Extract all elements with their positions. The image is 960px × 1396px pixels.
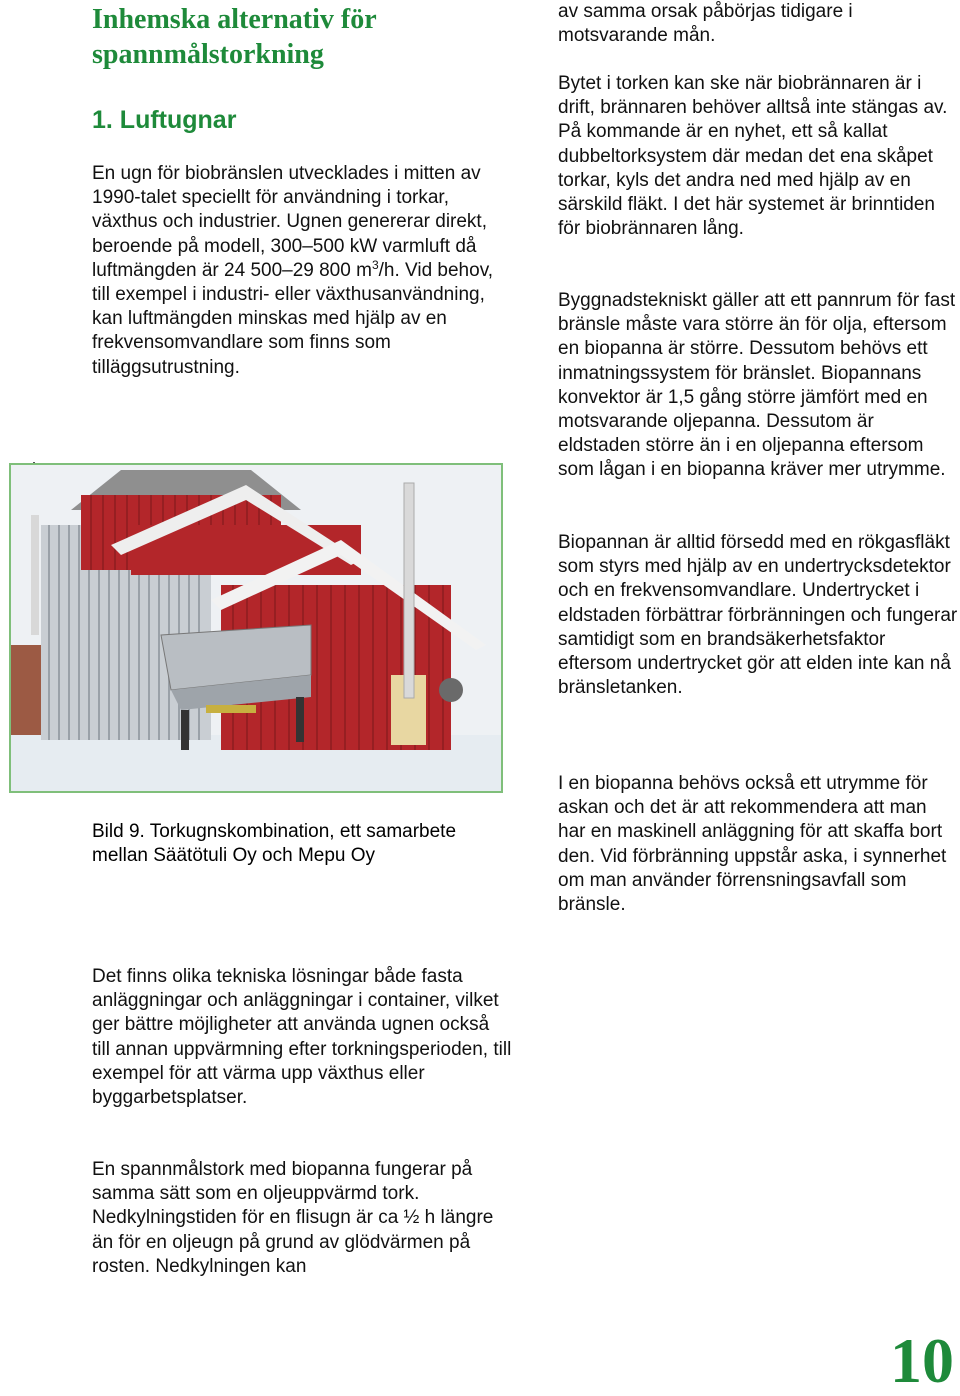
right-paragraph-1: av samma orsak påbörjas tidigare i motsvarande mån.	[558, 1, 853, 47]
figure-caption: Bild 9. Torkugnskombination, ett samarbete mellan Säätötuli Oy och Mepu Oy	[92, 821, 457, 867]
left-paragraph-1	[92, 162, 512, 380]
document-heading: Inhemska alternativ för spannmålstorkning	[92, 4, 377, 70]
right-paragraph-3: Byggnadstekniskt gäller att ett pannrum för fast bränsle måste vara större än för olja, eftersom en biopanna är större. Dessutom behövs ett inmatningssystem för bränslet. Biopannans konvektor är 1,5 gång större jämfört med en motsvarande oljepanna. Dessutom är eldstaden större än i en oljepanna eftersom som lågan i en biopanna kräver mer utrymme.	[558, 290, 956, 481]
right-paragraph-4: Biopannan är alltid försedd med en rökgasfläkt som styrs med hjälp av en undertrycksdetektor och en frekvensomvandlare. Undertrycket i eldstaden förbättrar förbränningen och fungerar samtidigt som en brandsäkerhetsfaktor eftersom undertrycket gör att elden inte kan nå bränsletanken.	[558, 532, 958, 699]
right-paragraph-2: Bytet i torken kan ske när biobrännaren är i drift, brännaren behöver alltså inte stängas av. På kommande är en nyhet, ett så kallat dubbeltorksystem där medan det ena skåpet torkar, kyls det andra ned med hjälp av en särskild fläkt. I det här systemet är brinntiden för biobrännaren lång.	[558, 73, 948, 240]
figure-photo	[9, 463, 503, 793]
left-paragraph-2: Det finns olika tekniska lösningar både fasta anläggningar och anläggningar i container, vilket ger bättre möjligheter att använda ugnen också till annan uppvärmning efter torkningsperioden, till exempel för att värma upp växthus eller byggarbetsplatser.	[92, 966, 512, 1109]
left-paragraph-1-text: En ugn för biobränslen utvecklades i mitten av 1990-talet speciellt för användning i torkar, växthus och industrier. Ugnen genererar direkt, beroende på modell, 300–500 kW varmluft då luftmängden är 24 500–29 800 m	[92, 163, 487, 281]
left-paragraph-3: En spannmålstork med biopanna fungerar på samma sätt som en oljeuppvärmd tork. Nedkylningstiden för en flisugn är ca ½ h längre än för en oljeugn på grund av glödvärmen på rosten. Nedkylningen kan	[92, 1159, 494, 1277]
grain-dryer-photo-illustration	[11, 465, 501, 791]
superscript-three: 3	[371, 257, 379, 272]
right-paragraph-5: I en biopanna behövs också ett utrymme för askan och det är att rekommendera att man har en maskinell anläggning för att skaffa bort den. Vid förbränning uppstår aska, i synnerhet om man använder förrensningsavfall som bränsle.	[558, 773, 947, 916]
section-title: 1. Luftugnar	[92, 106, 237, 134]
page-number: 10	[890, 1325, 954, 1396]
left-paragraph-1-text-end: /h. Vid behov, till exempel i industri- eller växthusanvändning, kan luftmängden minskas med hjälp av en frekvensomvandlare som finns som tilläggsutrustning.	[92, 259, 494, 378]
